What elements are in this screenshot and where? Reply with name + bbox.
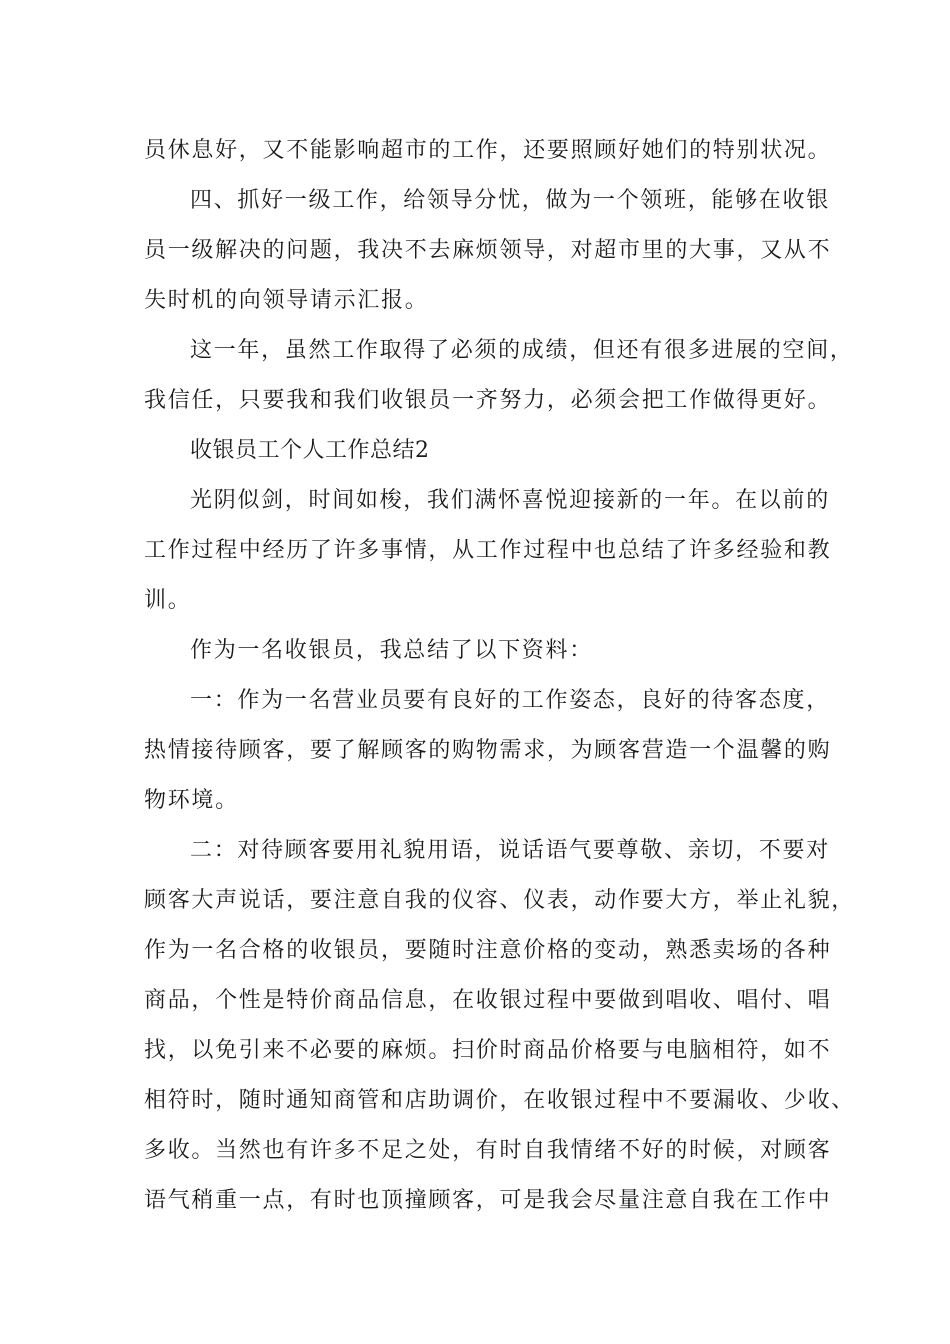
text-line-2: 四、抓好一级工作，给领导分忧，做为一个领班，能够在收银 <box>190 188 830 213</box>
text-line-17: 作为一名合格的收银员，要随时注意价格的变动，熟悉卖场的各种 <box>144 938 832 963</box>
text-line-14: 物环境。 <box>144 788 239 813</box>
text-line-22: 语气稍重一点，有时也顶撞顾客，可是我会尽量注意自我在工作中 <box>144 1188 832 1213</box>
text-line-21: 多收。当然也有许多不足之处，有时自我情绪不好的时候，对顾客 <box>144 1138 832 1163</box>
text-line-19: 找，以免引来不必要的麻烦。扫价时商品价格要与电脑相符，如不 <box>144 1038 832 1063</box>
text-line-4: 失时机的向领导请示汇报。 <box>144 288 429 313</box>
text-line-3: 员一级解决的问题，我决不去麻烦领导，对超市里的大事，又从不 <box>144 238 832 263</box>
section-heading: 收银员工个人工作总结2 <box>190 438 430 463</box>
text-line-9: 工作过程中经历了许多事情，从工作过程中也总结了许多经验和教 <box>144 538 832 563</box>
text-line-11: 作为一名收银员，我总结了以下资料： <box>190 638 593 663</box>
text-line-16: 顾客大声说话，要注意自我的仪容、仪表，动作要大方，举止礼貌， <box>144 888 856 913</box>
text-line-20: 相符时，随时通知商管和店助调价，在收银过程中不要漏收、少收、 <box>144 1088 856 1113</box>
text-line-12: 一：作为一名营业员要有良好的工作姿态，良好的待客态度， <box>190 688 830 713</box>
text-line-6: 我信任，只要我和我们收银员一齐努力，必须会把工作做得更好。 <box>144 388 832 413</box>
text-line-15: 二：对待顾客要用礼貌用语，说话语气要尊敬、亲切，不要对 <box>190 838 830 863</box>
text-line-18: 商品，个性是特价商品信息，在收银过程中要做到唱收、唱付、唱 <box>144 988 832 1013</box>
text-line-10: 训。 <box>144 588 192 613</box>
text-line-13: 热情接待顾客，要了解顾客的购物需求，为顾客营造一个温馨的购 <box>144 738 832 763</box>
text-line-1: 员休息好，又不能影响超市的工作，还要照顾好她们的特别状况。 <box>144 138 832 163</box>
text-line-5: 这一年，虽然工作取得了必须的成绩，但还有很多进展的空间， <box>190 338 854 363</box>
text-line-8: 光阴似剑，时间如梭，我们满怀喜悦迎接新的一年。在以前的 <box>190 488 830 513</box>
